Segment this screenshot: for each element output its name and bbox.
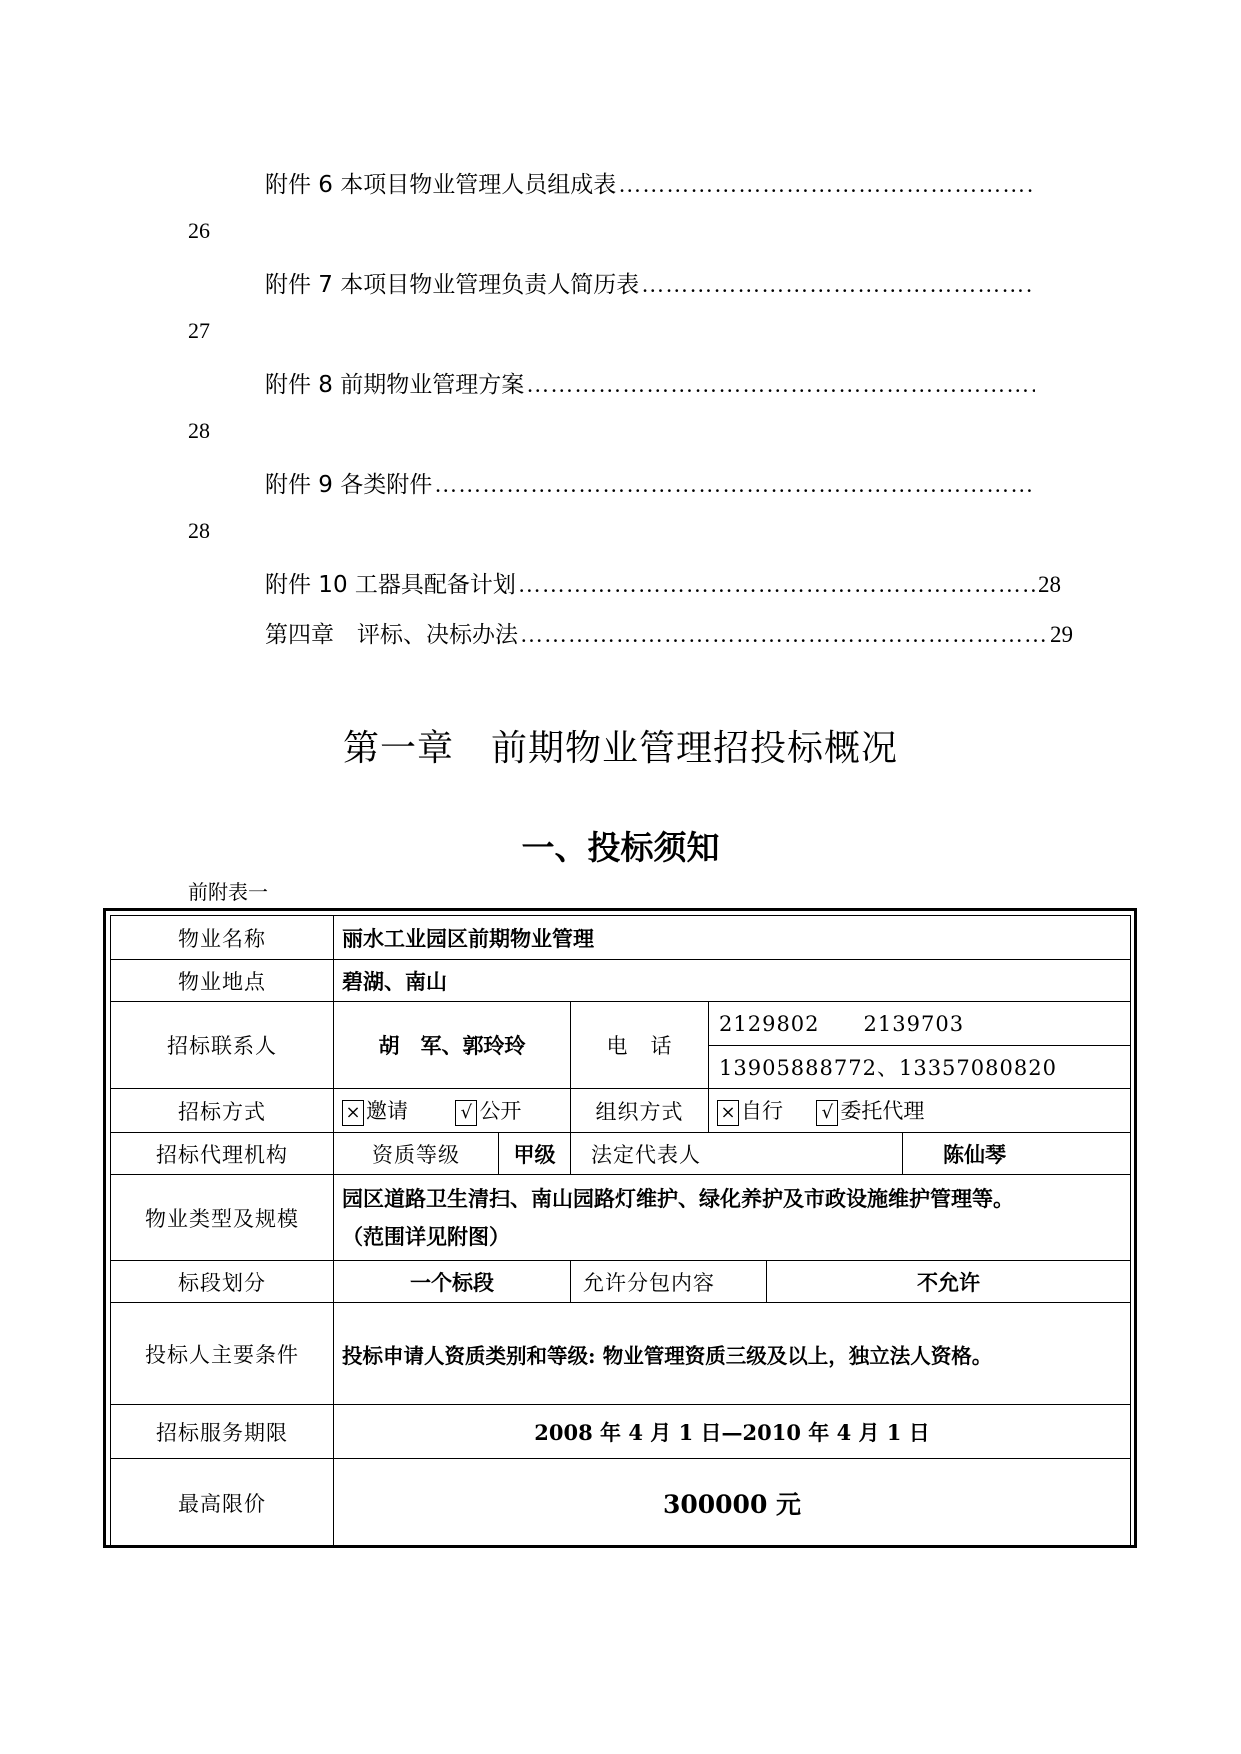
phone-sub-table xyxy=(709,1002,1130,1088)
toc-entry-page: 26 xyxy=(188,218,210,243)
toc-leader xyxy=(618,172,1035,198)
period-label: 招标服务期限 xyxy=(111,1405,334,1459)
location-value: 碧湖、南山 xyxy=(334,960,1131,1002)
toc-entry-label: 附件 9 各类附件 xyxy=(265,472,433,498)
toc-leader xyxy=(641,272,1035,298)
qual-value: 甲级 xyxy=(499,1133,571,1175)
org-agent-label: 委托代理 xyxy=(840,1099,925,1124)
toc-entry-label: 附件 10 工器具配备计划 xyxy=(265,572,516,598)
table-row xyxy=(111,1405,1131,1459)
toc-entry-label: 附件 7 本项目物业管理负责人简历表 xyxy=(265,272,640,298)
agency-label: 招标代理机构 xyxy=(111,1133,334,1175)
type-line-1: 园区道路卫生清扫、南山园路灯维护、绿化养护及市政设施维护管理等。 xyxy=(342,1185,1014,1211)
table-caption: 前附表一 xyxy=(188,880,268,904)
contact-label: 招标联系人 xyxy=(111,1002,334,1089)
method-label: 招标方式 xyxy=(111,1089,334,1133)
table-row xyxy=(111,1459,1131,1547)
org-label: 组织方式 xyxy=(571,1089,709,1133)
section-title: 一、投标须知 xyxy=(521,828,720,867)
table-row xyxy=(111,1303,1131,1405)
toc-entry-label: 附件 8 前期物业管理方案 xyxy=(265,372,525,398)
chapter-title: 第一章 前期物业管理招投标概况 xyxy=(342,728,898,769)
org-self-label: 自行 xyxy=(741,1099,783,1124)
qual-label: 资质等级 xyxy=(334,1133,499,1175)
toc-entry[interactable] xyxy=(265,466,1037,498)
toc-entry-page: 28 xyxy=(188,518,210,543)
location-label: 物业地点 xyxy=(111,960,334,1002)
toc-leader xyxy=(518,572,1036,598)
phone-label: 电 话 xyxy=(571,1002,709,1089)
sub-label: 允许分包内容 xyxy=(571,1261,767,1303)
type-label: 物业类型及规模 xyxy=(111,1175,334,1261)
req-label: 投标人主要条件 xyxy=(111,1303,334,1405)
method-invite-checkbox[interactable]: × xyxy=(342,1100,364,1126)
phone-line-1: 2129802 2139703 xyxy=(709,1002,1130,1045)
method-open-label: 公开 xyxy=(479,1099,522,1124)
toc-entry-page: 27 xyxy=(188,318,210,343)
toc-entry[interactable] xyxy=(265,566,1061,598)
toc-entry[interactable] xyxy=(265,366,1037,398)
org-agent-checkbox[interactable]: √ xyxy=(816,1100,838,1126)
phone-line-2: 13905888772、13357080820 xyxy=(719,1055,1057,1080)
rep-label: 法定代表人 xyxy=(571,1133,903,1175)
toc-entry-page: 28 xyxy=(1038,572,1061,597)
bid-info-table xyxy=(110,915,1131,1547)
toc-entry[interactable] xyxy=(265,616,1073,648)
toc-entry-page: 29 xyxy=(1050,622,1073,647)
table-row xyxy=(111,916,1131,960)
toc-entry-page: 28 xyxy=(188,418,210,443)
table-row xyxy=(111,1089,1131,1133)
toc-entry[interactable] xyxy=(265,166,1037,198)
table-row xyxy=(111,1133,1131,1175)
toc-leader xyxy=(526,372,1035,398)
org-options xyxy=(709,1089,1131,1133)
price-label: 最高限价 xyxy=(111,1459,334,1547)
phone-cell xyxy=(709,1002,1131,1089)
table-row xyxy=(111,1002,1131,1089)
type-value xyxy=(334,1175,1131,1261)
method-invite-label: 邀请 xyxy=(366,1099,408,1124)
lot-value: 一个标段 xyxy=(334,1261,571,1303)
rep-value: 陈仙琴 xyxy=(903,1133,1131,1175)
table-row xyxy=(111,1261,1131,1303)
toc-leader xyxy=(520,622,1048,648)
method-open-checkbox[interactable]: √ xyxy=(455,1100,477,1126)
toc-entry[interactable] xyxy=(265,266,1037,298)
period-value: 2008 年 4 月 1 日—2010 年 4 月 1 日 xyxy=(334,1405,1131,1459)
table-row xyxy=(111,960,1131,1002)
price-value: 300000 元 xyxy=(334,1459,1131,1547)
lot-label: 标段划分 xyxy=(111,1261,334,1303)
property-name-label: 物业名称 xyxy=(111,916,334,960)
method-options xyxy=(334,1089,571,1133)
type-line-2: （范围详见附图） xyxy=(342,1223,510,1249)
org-self-checkbox[interactable]: × xyxy=(717,1100,739,1126)
table-row xyxy=(111,1175,1131,1261)
toc-entry-label: 附件 6 本项目物业管理人员组成表 xyxy=(265,172,617,198)
toc-leader xyxy=(434,472,1035,498)
req-value: 投标申请人资质类别和等级: 物业管理资质三级及以上，独立法人资格。 xyxy=(334,1303,1131,1405)
property-name-value: 丽水工业园区前期物业管理 xyxy=(334,916,1131,960)
contact-value: 胡 军、郭玲玲 xyxy=(334,1002,571,1089)
toc-entry-label: 第四章 评标、决标办法 xyxy=(265,622,518,648)
sub-value: 不允许 xyxy=(767,1261,1131,1303)
